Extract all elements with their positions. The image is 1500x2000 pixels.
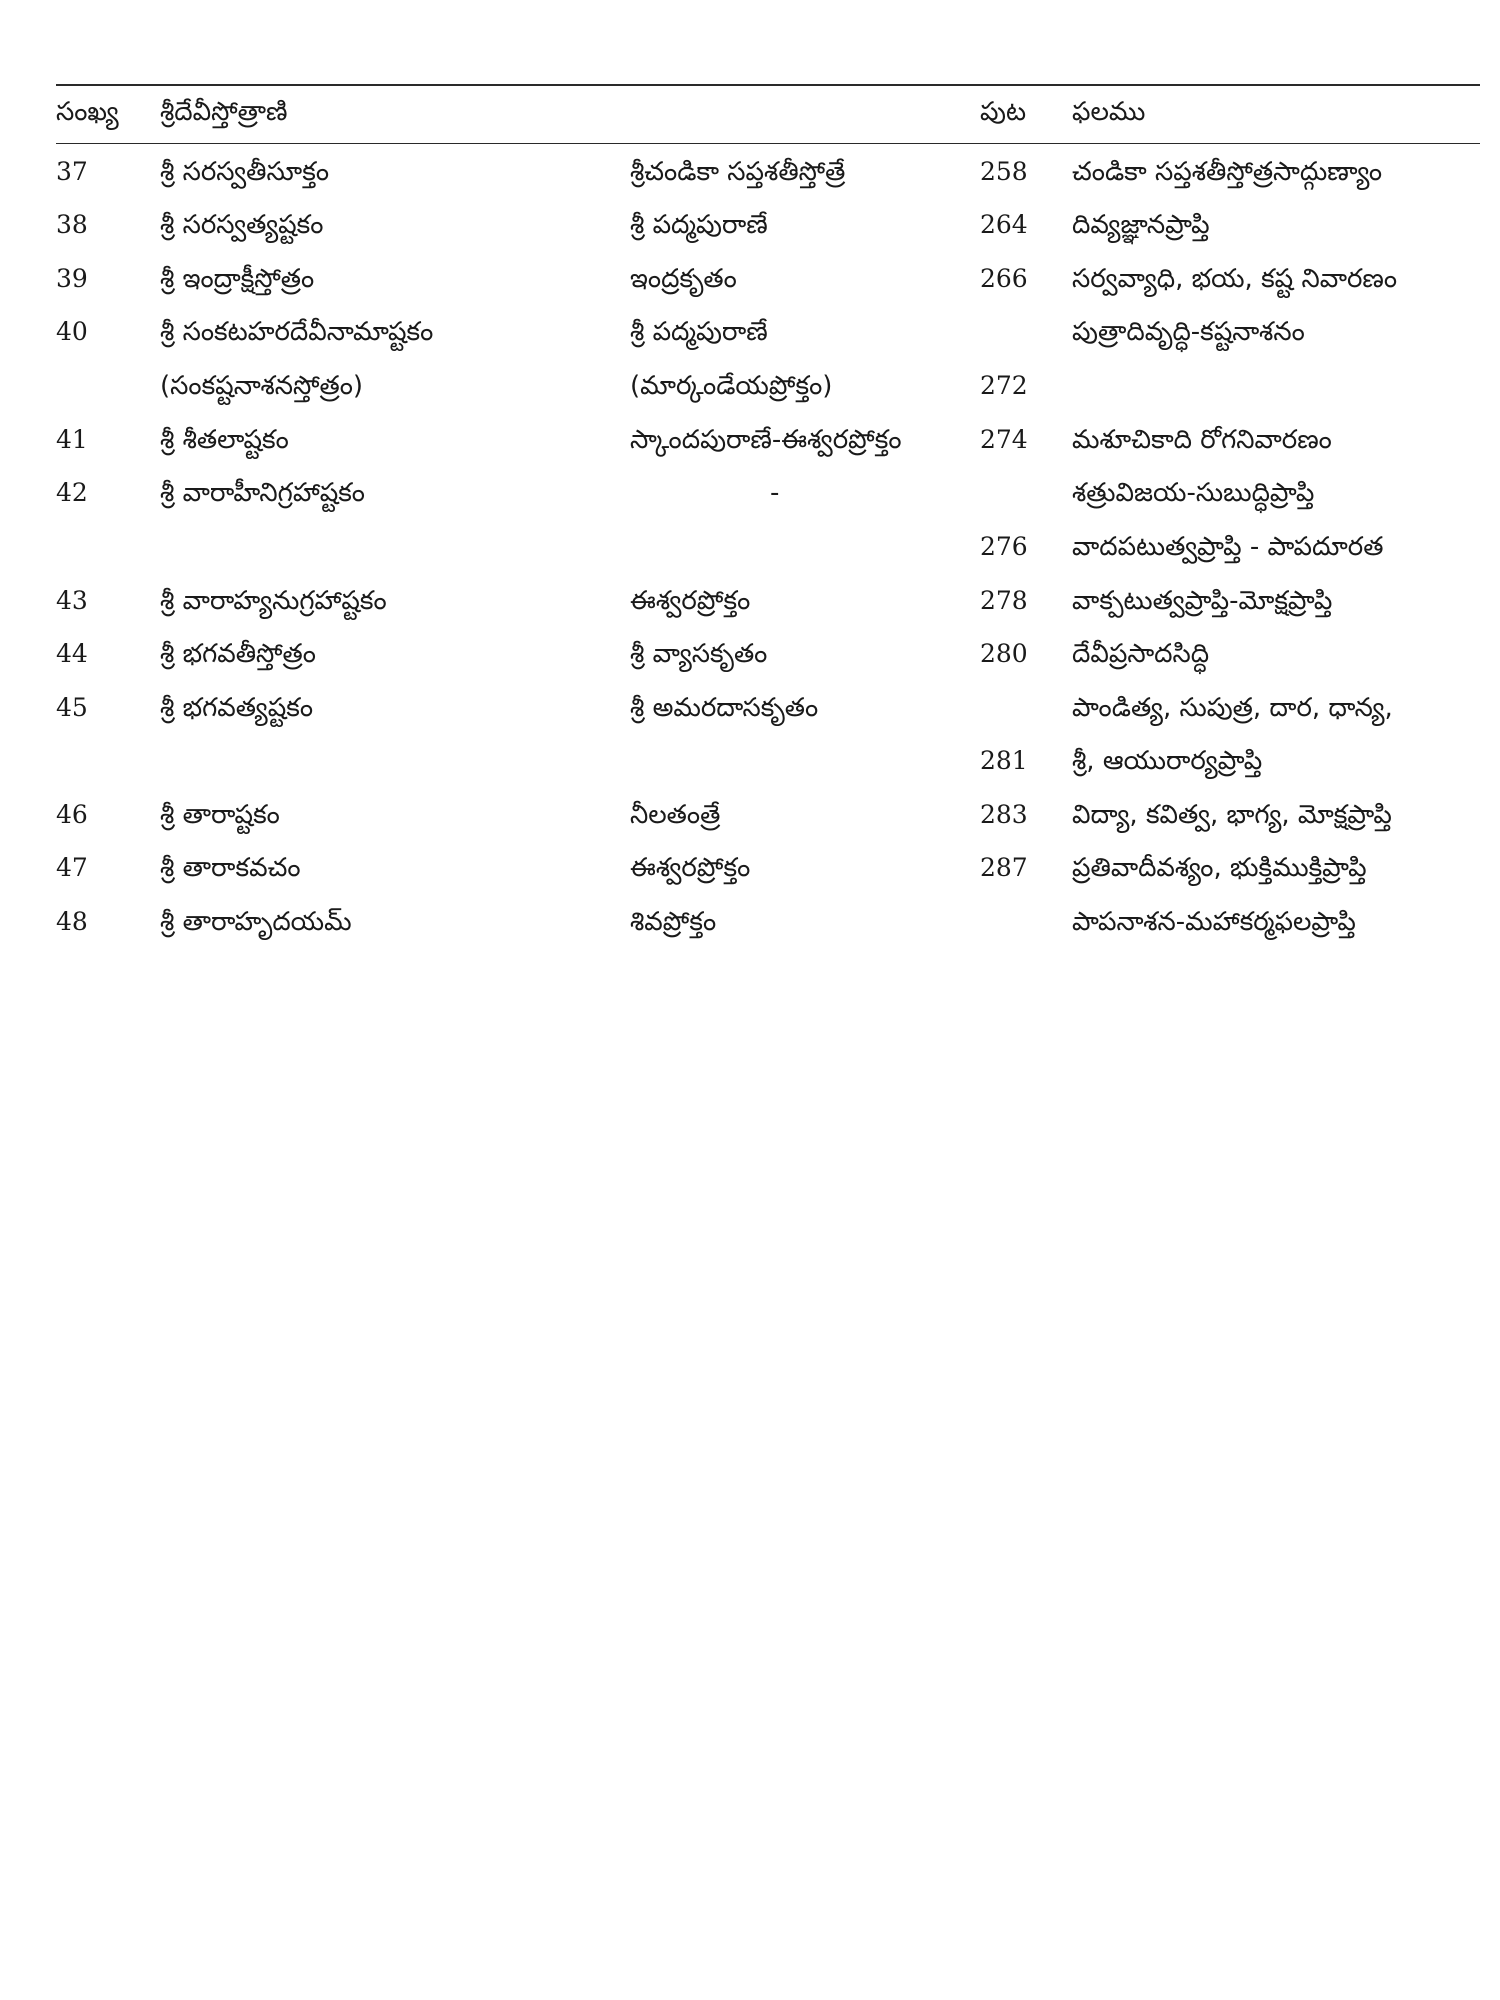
row-page: 266 <box>980 264 1028 293</box>
row-source: ఈశ్వరప్రోక్తం <box>630 586 751 616</box>
row-hymn-name: శ్రీ భగవతీస్తోత్రం <box>160 639 316 669</box>
table-row <box>0 527 1500 567</box>
row-number: 39 <box>56 264 88 293</box>
row-hymn-name: శ్రీ వారాహ్యనుగ్రహాష్టకం <box>160 586 387 616</box>
row-page: 276 <box>980 532 1028 561</box>
row-source: ఇంద్రకృతం <box>630 264 737 294</box>
table-row <box>0 152 1500 192</box>
row-result: పుత్రాదివృద్ధి-కష్టనాశనం <box>1072 317 1305 347</box>
row-hymn-name: శ్రీ తారాహృదయమ్ <box>160 907 352 937</box>
row-number: 38 <box>56 210 88 239</box>
row-number: 37 <box>56 157 88 186</box>
row-hymn-name: శ్రీ సరస్వతీసూక్తం <box>160 157 329 187</box>
table-row <box>0 312 1500 352</box>
header-page: పుట <box>980 97 1027 127</box>
table-header <box>0 92 1500 132</box>
row-source: (మార్కండేయప్రోక్తం) <box>630 371 833 401</box>
table-row <box>0 259 1500 299</box>
row-source: శ్రీచండికా సప్తశతీస్తోత్రే <box>630 157 846 187</box>
row-result: చండికా సప్తశతీస్తోత్రసాద్గుణ్యాం <box>1072 157 1383 187</box>
row-result: పాండిత్య, సుపుత్ర, దార, ధాన్య, <box>1072 693 1393 723</box>
table-row <box>0 473 1500 513</box>
row-source: - <box>770 478 780 508</box>
row-number: 45 <box>56 693 88 722</box>
row-result: వాదపటుత్వప్రాప్తి - పాపదూరత <box>1072 532 1384 562</box>
row-hymn-name: శ్రీ తారాకవచం <box>160 853 301 883</box>
row-hymn-name: శ్రీ ఇంద్రాక్షీస్తోత్రం <box>160 264 315 294</box>
row-number: 42 <box>56 478 88 507</box>
row-page: 287 <box>980 853 1028 882</box>
header-result: ఫలము <box>1072 97 1146 127</box>
row-hymn-name: శ్రీ భగవత్యష్టకం <box>160 693 314 723</box>
header-hymns: శ్రీదేవీస్తోత్రాణి <box>160 97 288 127</box>
row-source: నీలతంత్రే <box>630 800 721 830</box>
table-row <box>0 420 1500 460</box>
header-number: సంఖ్య <box>56 97 119 127</box>
table-row <box>0 634 1500 674</box>
row-source: స్కాందపురాణే-ఈశ్వరప్రోక్తం <box>630 425 902 455</box>
row-number: 47 <box>56 853 88 882</box>
row-page: 264 <box>980 210 1028 239</box>
row-page: 274 <box>980 425 1028 454</box>
row-hymn-name: శ్రీ శీతలాష్టకం <box>160 425 289 455</box>
row-result: శ్రీ, ఆయురార్యప్రాప్తి <box>1072 746 1263 776</box>
table-row <box>0 581 1500 621</box>
row-result: దేవీప్రసాదసిద్ధి <box>1072 639 1210 669</box>
row-result: వాక్పటుత్వప్రాప్తి-మోక్షప్రాప్తి <box>1072 586 1333 616</box>
top-rule <box>56 84 1480 86</box>
row-result: దివ్యజ్ఞానప్రాప్తి <box>1072 210 1210 240</box>
row-page: 281 <box>980 746 1028 775</box>
row-result: ప్రతివాదీవశ్యం, భుక్తిముక్తిప్రాప్తి <box>1072 853 1367 883</box>
row-source: ఈశ్వరప్రోక్తం <box>630 853 751 883</box>
row-number: 44 <box>56 639 88 668</box>
row-page: 280 <box>980 639 1028 668</box>
table-row <box>0 688 1500 728</box>
row-result: మశూచికాది రోగనివారణం <box>1072 425 1332 455</box>
row-page: 258 <box>980 157 1028 186</box>
table-row <box>0 902 1500 942</box>
row-page: 283 <box>980 800 1028 829</box>
row-number: 41 <box>56 425 88 454</box>
row-source: శ్రీ పద్మపురాణే <box>630 317 768 347</box>
row-hymn-name: (సంకష్టనాశనస్తోత్రం) <box>160 371 364 401</box>
row-hymn-name: శ్రీ తారాష్టకం <box>160 800 280 830</box>
row-number: 43 <box>56 586 88 615</box>
table-row <box>0 741 1500 781</box>
row-result: శత్రువిజయ-సుబుద్ధిప్రాప్తి <box>1072 478 1315 508</box>
table-row <box>0 848 1500 888</box>
row-hymn-name: శ్రీ సంకటహరదేవీనామాష్టకం <box>160 317 434 347</box>
row-source: శ్రీ వ్యాసకృతం <box>630 639 768 669</box>
row-source: శివప్రోక్తం <box>630 907 717 937</box>
row-page: 278 <box>980 586 1028 615</box>
row-page: 272 <box>980 371 1028 400</box>
row-result: విద్యా, కవిత్వ, భాగ్య, మోక్షప్రాప్తి <box>1072 800 1392 830</box>
row-result: పాపనాశన-మహాకర్మఫలప్రాప్తి <box>1072 907 1356 937</box>
row-result: సర్వవ్యాధి, భయ, కష్ట నివారణం <box>1072 264 1398 294</box>
table-row <box>0 795 1500 835</box>
header-rule <box>56 143 1480 144</box>
row-number: 48 <box>56 907 88 936</box>
row-hymn-name: శ్రీ సరస్వత్యష్టకం <box>160 210 324 240</box>
row-source: శ్రీ పద్మపురాణే <box>630 210 768 240</box>
row-hymn-name: శ్రీ వారాహీనిగ్రహాష్టకం <box>160 478 365 508</box>
table-row <box>0 366 1500 406</box>
row-number: 46 <box>56 800 88 829</box>
row-number: 40 <box>56 317 88 346</box>
table-row <box>0 205 1500 245</box>
row-source: శ్రీ అమరదాసకృతం <box>630 693 819 723</box>
